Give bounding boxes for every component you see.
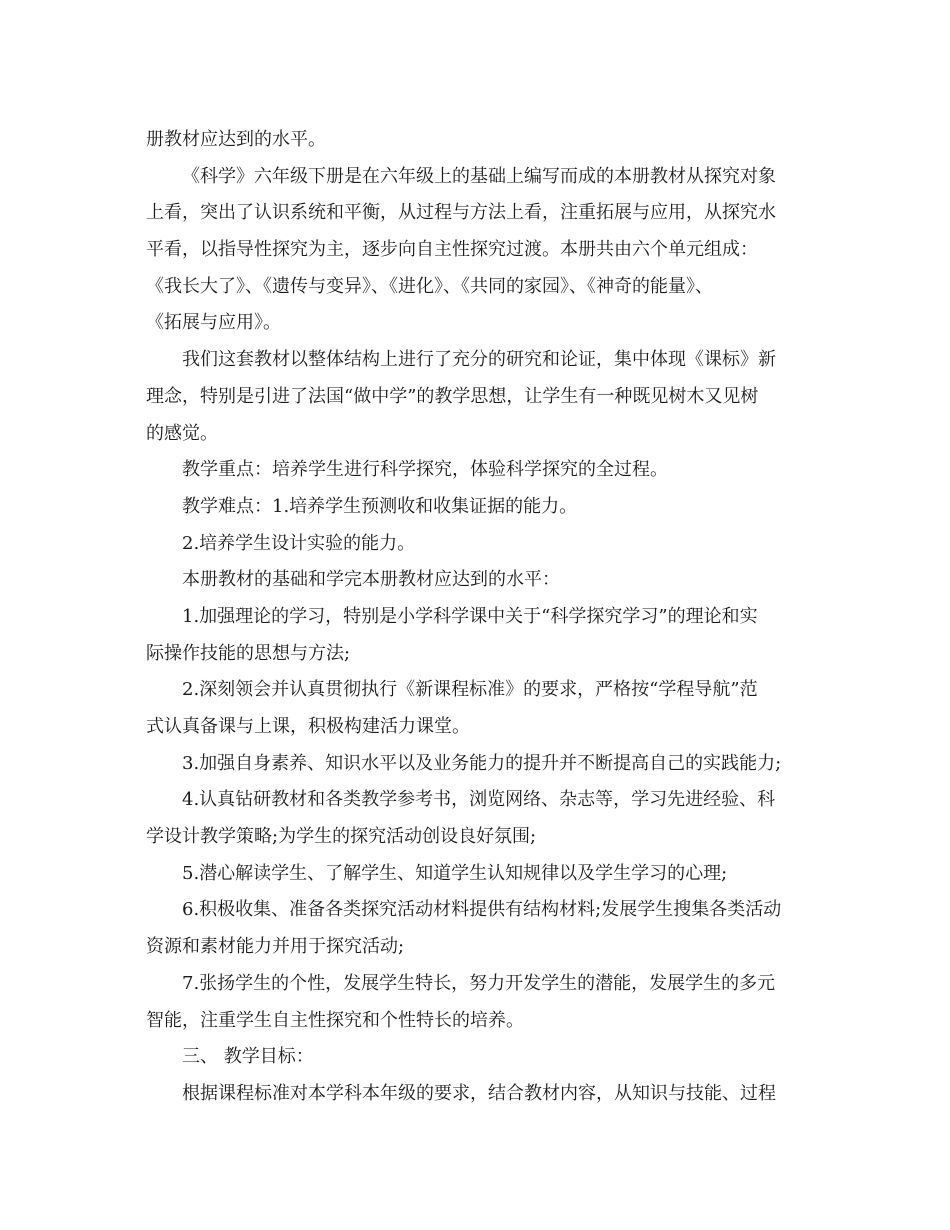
- text-line: 理念，特别是引进了法国“做中学”的教学思想，让学生有一种既见树木又见树: [146, 385, 759, 407]
- text-line: 3.加强自身素养、知识水平以及业务能力的提升并不断提高自己的实践能力;: [182, 752, 782, 774]
- text-line: 本册教材的基础和学完本册教材应达到的水平：: [182, 569, 560, 591]
- text-line: 册教材应达到的水平。: [146, 129, 326, 150]
- text-line: 资源和素材能力并用于探究活动;: [146, 936, 405, 958]
- text-line: 5.潜心解读学生、了解学生、知道学生认知规律以及学生学习的心理;: [182, 862, 728, 884]
- text-line: 《我长大了》、《遗传与变异》、《进化》、《共同的家园》、《神奇的能量》、: [146, 275, 713, 297]
- text-line: 我们这套教材以整体结构上进行了充分的研究和论证，集中体现《课标》新: [182, 349, 776, 371]
- text-line: 7.张扬学生的个性，发展学生特长，努力开发学生的潜能，发展学生的多元: [182, 972, 776, 994]
- text-line: 《拓展与应用》。: [146, 312, 281, 334]
- text-line: 的感觉。: [146, 422, 218, 444]
- text-line: 智能，注重学生自主性探究和个性特长的培养。: [146, 1009, 524, 1031]
- text-line: 教学难点：1.培养学生预测收和收集证据的能力。: [182, 495, 578, 517]
- section-heading: 三、 教学目标：: [182, 1046, 314, 1068]
- text-line: 6.积极收集、准备各类探究活动材料提供有结构材料;发展学生搜集各类活动: [182, 899, 782, 921]
- text-line: 学设计教学策略;为学生的探究活动创设良好氛围;: [146, 826, 537, 848]
- text-line: 《科学》六年级下册是在六年级上的基础上编写而成的本册教材从探究对象: [182, 165, 776, 187]
- text-line: 2.深刻领会并认真贯彻执行《新课程标准》的要求，严格按“学程导航”范: [182, 679, 758, 701]
- text-line: 4.认真钻研教材和各类教学参考书，浏览网络、杂志等，学习先进经验、科: [182, 789, 776, 811]
- text-line: 式认真备课与上课，积极构建活力课堂。: [146, 716, 470, 737]
- text-line: 上看，突出了认识系统和平衡，从过程与方法上看，注重拓展与应用，从探究水: [146, 202, 776, 224]
- text-line: 根据课程标准对本学科本年级的要求，结合教材内容，从知识与技能、过程: [182, 1082, 776, 1104]
- document-body: [146, 122, 810, 1113]
- text-line: 平看，以指导性探究为主，逐步向自主性探究过渡。本册共由六个单元组成：: [146, 239, 758, 261]
- text-line: 教学重点：培养学生进行科学探究，体验科学探究的全过程。: [182, 459, 668, 481]
- text-line: 2.培养学生设计实验的能力。: [182, 532, 416, 554]
- text-line: 际操作技能的思想与方法;: [146, 642, 351, 664]
- text-line: 1.加强理论的学习，特别是小学科学课中关于“科学探究学习”的理论和实: [182, 605, 758, 627]
